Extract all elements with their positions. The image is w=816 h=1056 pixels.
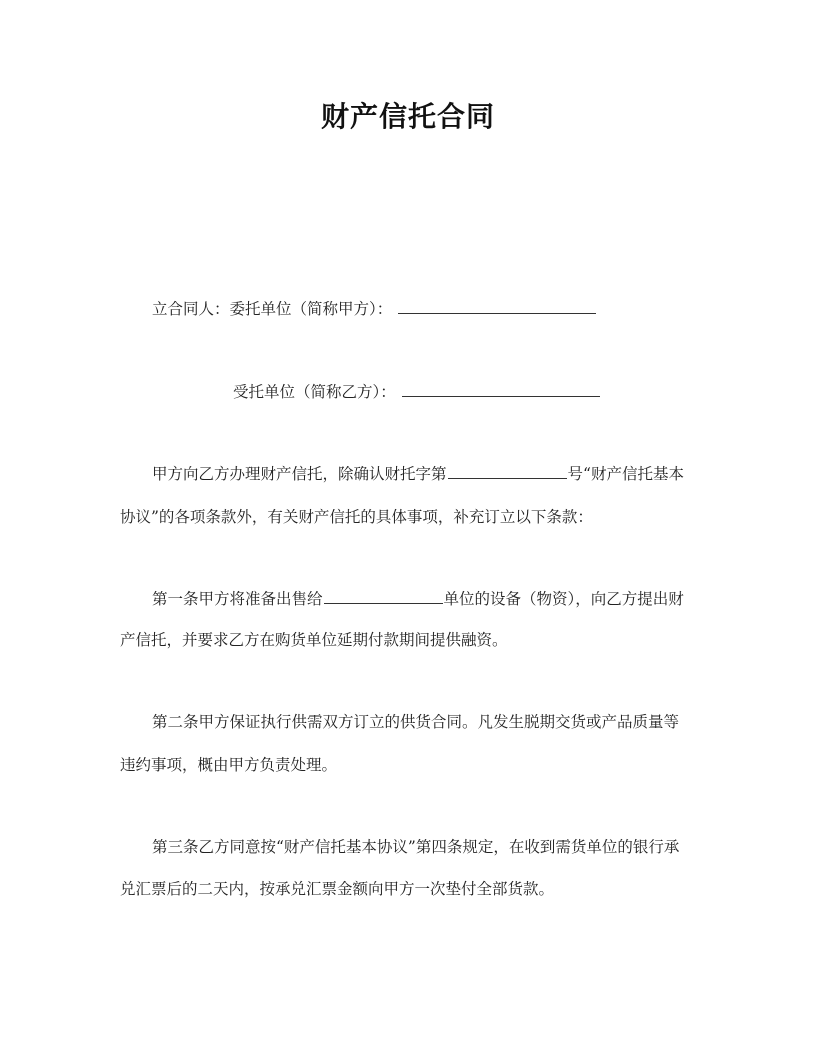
preamble-text-before-blank: 甲方向乙方办理财产信托，除确认财托字第 bbox=[152, 465, 447, 483]
party-b-blank-field[interactable] bbox=[402, 380, 600, 397]
article-1-line-2: 产信托，并要求乙方在购货单位延期付款期间提供融资。 bbox=[120, 631, 508, 649]
party-b-line bbox=[233, 380, 601, 403]
article-3-line-1: 第三条乙方同意按“财产信托基本协议”第四条规定，在收到需货单位的银行承 bbox=[152, 838, 680, 856]
preamble-line-2: 协议”的各项条款外，有关财产信托的具体事项，补充订立以下条款： bbox=[120, 508, 593, 526]
preamble-text-after-blank: 号“财产信托基本 bbox=[567, 465, 684, 483]
article-1-line-1 bbox=[152, 587, 684, 610]
buyer-unit-blank-field[interactable] bbox=[324, 587, 443, 604]
article-1-text-before-blank: 第一条甲方将准备出售给 bbox=[152, 590, 323, 608]
party-b-label: 受托单位（简称乙方）： bbox=[233, 383, 396, 401]
party-a-line bbox=[152, 297, 597, 320]
article-2-line-1: 第二条甲方保证执行供需双方订立的供货合同。凡发生脱期交货或产品质量等 bbox=[152, 713, 680, 731]
article-1-text-after-blank: 单位的设备（物资），向乙方提出财 bbox=[443, 590, 684, 608]
trust-agreement-number-blank-field[interactable] bbox=[448, 462, 567, 479]
article-3-line-2: 兑汇票后的二天内，按承兑汇票金额向甲方一次垫付全部货款。 bbox=[120, 880, 555, 898]
article-2-line-2: 违约事项，概由甲方负责处理。 bbox=[120, 756, 338, 774]
party-a-label: 立合同人：委托单位（简称甲方）： bbox=[152, 300, 393, 318]
document-title: 财产信托合同 bbox=[320, 100, 495, 133]
preamble-line-1 bbox=[152, 462, 684, 485]
party-a-blank-field[interactable] bbox=[398, 297, 596, 314]
